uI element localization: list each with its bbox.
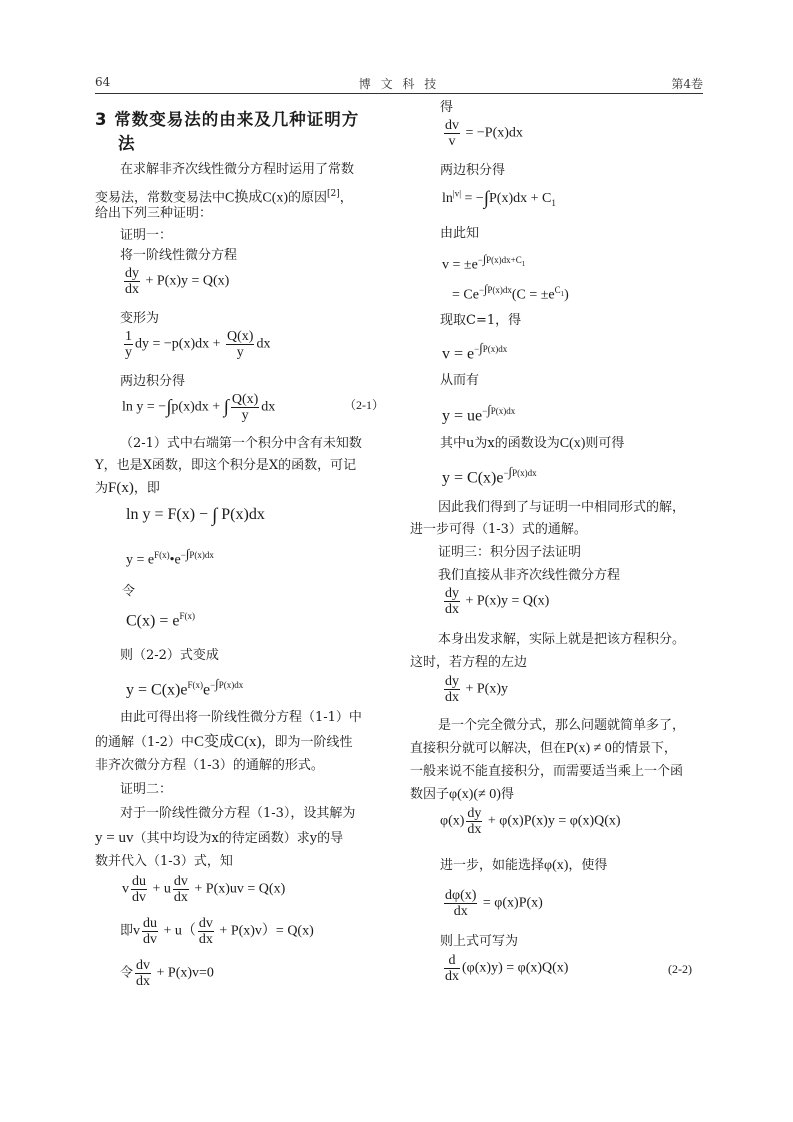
equation: $y = e^{F(x)}•e^{-\int P(x)dx}$ [126,546,214,568]
equation: 令 $\frac{dv}{dx}$ + P(x)v=0 [120,958,214,989]
paragraph-line [410,741,677,757]
equation: $\frac{d\varphi(x)}{dx}$ = φ(x)P(x) [445,888,543,919]
math-inline: y = uv [95,830,134,846]
text: 得 [500,787,514,802]
text: 为 [95,481,109,496]
text: 的原因 [288,190,328,206]
section-heading: 3 常数变易法的由来及几种证明方 [95,110,360,129]
paragraph-line: 两边积分得 [440,163,506,178]
paragraph-line: 两边积分得 [120,374,186,389]
equation: $\ln^{|v|} = -\int P(x)dx + C_1$ [442,188,556,209]
equation: $C(x) = e^{F(x)}$ [126,611,195,630]
text: 其中u为x的函数设为 [440,436,560,451]
paragraph-line: 这时，若方程的左边 [410,655,528,670]
paragraph-line: 现取C=1，得 [440,313,522,328]
equation: $\frac{dy}{dx}$ + P(x)y = Q(x) [125,266,230,297]
paragraph-line: 是一个完全微分式，那么问题就简单多了， [438,718,686,733]
paragraph-line [95,734,352,751]
paragraph-line: 我们直接从非齐次线性微分方程 [438,568,621,583]
text: 变易法，常数变易法中 [95,190,226,206]
section-heading-cont: 法 [118,134,136,153]
equation-2-1: ln y = −∫p(x)dx + ∫ $\frac{Q(x)}{y}$ dx [122,392,276,423]
proof-label: 证明一： [120,228,173,243]
text: 即 [120,923,134,939]
paragraph-line: 非齐次微分方程（1-3）的通解的形式。 [95,758,324,773]
citation: [2] [327,189,340,199]
paragraph-line: 进一步可得（1-3）式的通解。 [410,522,587,537]
proof-label: 证明二： [120,782,173,797]
text: 的情景下， [611,741,677,756]
page-header [95,75,703,93]
equation-number: （2-1） [344,398,384,412]
text: 则可得 [585,436,625,451]
equation: $v = e^{-\int P(x)dx}$ [442,340,508,363]
math-inline: φ(x)(≠ 0) [449,787,501,802]
math-inline: P(x) ≠ 0 [566,741,612,756]
paragraph-line: 令 [122,584,136,599]
text: ，即为一阶线性 [261,735,353,750]
paragraph-line: 由此可得出将一阶线性微分方程（1-1）中 [120,710,362,725]
text: 直接积分就可以解决，但在 [410,741,567,756]
paragraph-line: 将一阶线性微分方程 [120,248,238,263]
equation: $\frac{1}{y}$ dy = −p(x)dx + $\frac{Q(x)}{y}$ dx [125,329,271,360]
math-inline: C换成C(x) [225,190,289,206]
proof-label: 证明三：积分因子法证明 [438,545,582,560]
equation: φ(x) $\frac{dy}{dx}$ + φ(x)P(x)y = φ(x)Q(x) [440,806,621,837]
paragraph-line: 因此我们得到了与证明一中相同形式的解， [438,500,686,515]
equation: $\frac{dv}{v}$ = −P(x)dx [445,118,523,149]
text: 进一步，如能选择 [440,858,545,873]
equation-number: (2-2) [668,962,692,976]
page-number: 64 [95,75,111,89]
equation: $y = C(x)e^{-\int P(x)dx}$ [442,464,537,487]
paragraph-line: 由此知 [440,226,480,241]
text: ，使得 [568,858,608,873]
paragraph-line [95,830,343,847]
volume-label: 第4卷 [671,77,703,91]
equation: v $\frac{du}{dv}$ + u $\frac{dv}{dx}$ + P(x)uv = Q(x) [122,874,286,905]
paragraph-line: 则（2-2）式变成 [120,648,219,663]
paragraph-line: 在求解非齐次线性微分方程时运用了常数 [120,162,355,177]
equation: $\frac{dy}{dx}$ + P(x)y [445,674,509,705]
paragraph-line: （2-1）式中右端第一个积分中含有未知数 [120,436,362,451]
paragraph-line: 得 [440,100,454,115]
equation: $\frac{dy}{dx}$ + P(x)y = Q(x) [445,586,550,617]
header-rule [95,93,703,94]
text: 令 [120,965,134,981]
text: 数因子 [410,787,450,802]
math-inline: C(x) [559,436,586,451]
paragraph-line: 对于一阶线性微分方程（1-3），设其解为 [120,806,356,821]
paragraph-line [440,858,607,874]
equation: $v = \pm e^{-\int P(x)dx+C_1}$ [442,252,526,273]
math-inline: φ(x) [544,858,569,873]
paragraph-line [440,436,624,452]
paragraph-line: Y，也是X函数，即这个积分是X的函数，可记 [95,458,357,473]
equation-2-2: $\frac{d}{dx}$ (φ(x)y) = φ(x)Q(x) [445,953,569,984]
text: 的通解（1-2）中 [95,735,194,750]
paragraph-line [410,787,514,803]
paragraph-line: 变形为 [120,311,160,326]
paragraph-line: 从而有 [440,373,480,388]
paragraph-line: 数并代入（1-3）式，知 [95,854,233,869]
text: （其中均设为x的待定函数）求y的导 [133,831,344,846]
equation: ln y = F(x) − ∫ P(x)dx [126,505,265,526]
math-inline: C变成C(x) [193,734,262,750]
text: ， [339,190,353,206]
math-inline: F(x) [108,480,134,496]
equation: 即v $\frac{du}{dv}$ + u（ $\frac{dv}{dx}$ + P(x)v）= Q(x) [120,916,314,947]
paragraph-line: 给出下列三种证明： [95,206,213,221]
text: ，即 [133,481,160,496]
journal-name: 博 文 科 技 [358,77,440,91]
paragraph-line: 一般来说不能直接积分，而需要适当乘上一个函 [410,764,684,779]
equation: $y = ue^{-\int P(x)dx}$ [442,402,516,425]
paragraph-line [95,480,160,497]
paragraph-line [95,186,353,206]
equation: = $Ce^{-\int P(x)dx}(C = \pm e^{C_1})$ [452,282,569,303]
paragraph-line: 则上式可写为 [440,934,519,949]
paragraph-line: 本身出发求解，实际上就是把该方程积分。 [438,632,686,647]
equation: $y = C(x)e^{F(x)}e^{-\int P(x)dx}$ [126,676,244,699]
